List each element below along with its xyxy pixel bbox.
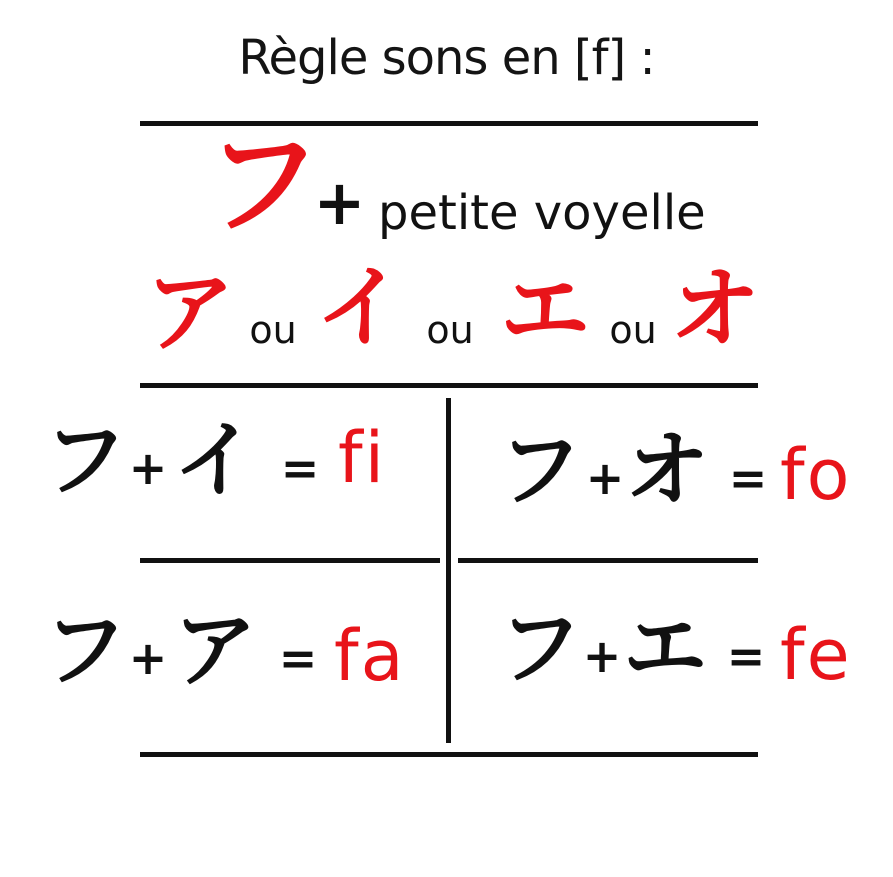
cell-fo-vowel: オ (624, 421, 709, 519)
cell-fa-result: fa (334, 615, 406, 697)
divider-table-center (446, 398, 451, 743)
cell-fa-equals: = (278, 631, 318, 685)
cell-fa-plus: + (128, 631, 168, 685)
vowel-o: オ (670, 257, 760, 362)
divider-table-middle-right (458, 558, 758, 563)
cell-fe-vowel: エ (622, 599, 707, 697)
cell-fe-equals: = (726, 629, 766, 683)
rule-text: petite voyelle (378, 185, 706, 241)
cell-fe-plus: + (582, 629, 622, 683)
cell-fo-result: fo (780, 434, 852, 516)
cell-fo-kana: フ (497, 421, 582, 519)
cell-fi-kana: フ (42, 411, 127, 509)
divider-table-bottom (140, 752, 758, 757)
page-title: Règle sons en [f] : (238, 30, 655, 86)
cell-fi-equals: = (280, 441, 320, 495)
ou-label-2: ou (426, 308, 474, 352)
cell-fa-vowel: ア (172, 601, 257, 699)
cell-fo-equals: = (728, 451, 768, 505)
vowel-e: エ (500, 258, 590, 363)
ou-label-3: ou (609, 308, 657, 352)
cell-fo-plus: + (585, 451, 625, 505)
cell-fi-plus: + (128, 441, 168, 495)
cell-fa-kana: フ (42, 601, 127, 699)
divider-table-top (140, 383, 758, 388)
rule-plus-sign: + (313, 166, 366, 239)
divider-table-middle-left (140, 558, 440, 563)
ou-label-1: ou (249, 308, 297, 352)
rule-main-kana: フ (205, 117, 321, 252)
cell-fi-vowel: イ (172, 411, 257, 509)
cell-fe-kana: フ (497, 599, 582, 697)
cell-fe-result: fe (780, 614, 852, 696)
cell-fi-result: fi (338, 417, 387, 499)
vowel-i: イ (315, 255, 405, 360)
vowel-a: ア (145, 260, 235, 365)
